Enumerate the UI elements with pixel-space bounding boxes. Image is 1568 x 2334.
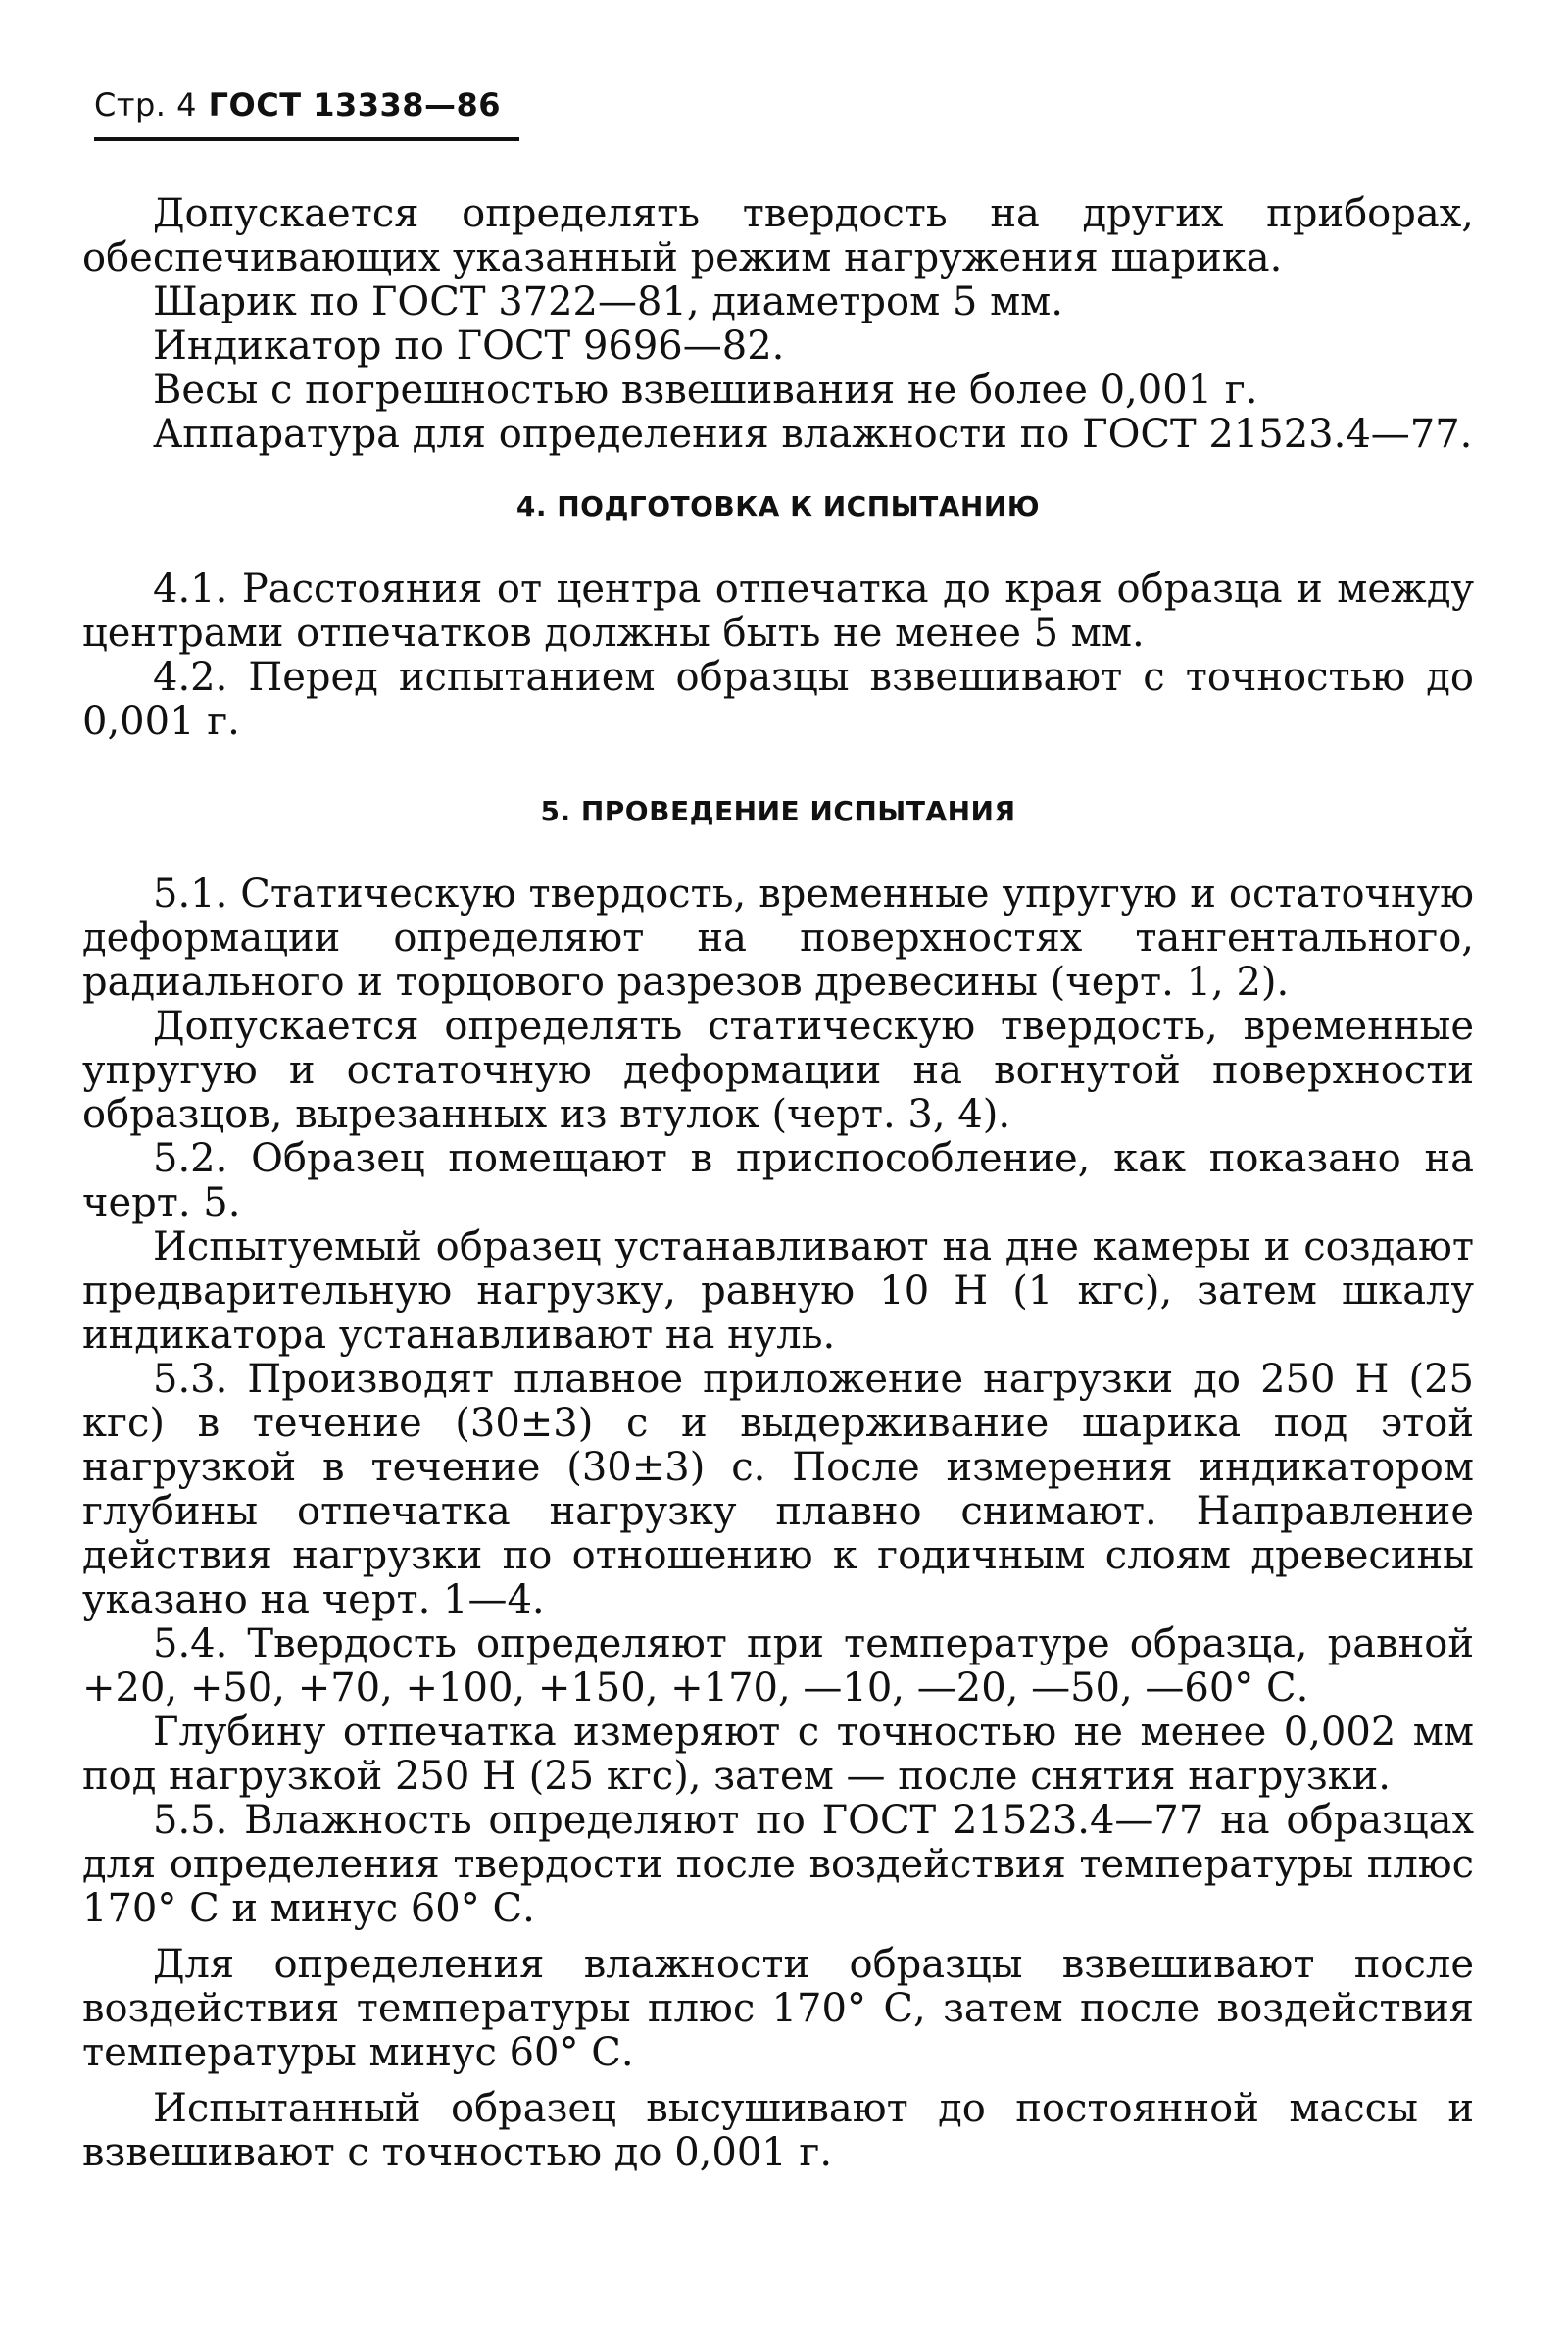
intro-paragraph: Допускается определять твердость на других приборах, обеспечивающих указанный режим нагружения шарика.	[82, 191, 1474, 280]
section-heading-5: 5. ПРОВЕДЕНИЕ ИСПЫТАНИЯ	[540, 795, 1016, 827]
intro-paragraph: Шарик по ГОСТ 3722—81, диаметром 5 мм.	[153, 279, 1064, 324]
clause-paragraph: Испытуемый образец устанавливают на дне камеры и создают предварительную нагрузку, равную 10 Н (1 кгс), затем шкалу индикатора устанавливают на нуль.	[82, 1224, 1474, 1358]
page-header	[94, 86, 501, 124]
clause-4-1: 4.1. Расстояния от центра отпечатка до края образца и между центрами отпечатков должны быть не менее 5 мм.	[82, 567, 1474, 656]
clause-4-2: 4.2. Перед испытанием образцы взвешивают с точностью до 0,001 г.	[82, 655, 1474, 744]
intro-paragraph: Индикатор по ГОСТ 9696—82.	[153, 323, 785, 369]
clause-paragraph: Глубину отпечатка измеряют с точностью не менее 0,002 мм под нагрузкой 250 Н (25 кгс), затем — после снятия нагрузки.	[82, 1710, 1474, 1799]
clause-5-3: 5.3. Производят плавное приложение нагрузки до 250 Н (25 кгс) в течение (30±3) с и выдерживание шарика под этой нагрузкой в течение (30±3) с. После измерения индикатором глубины отпечатка нагрузку плавно снимают. Направление действия нагрузки по отношению к годичным слоям древесины указано на черт. 1—4.	[82, 1357, 1474, 1622]
section-heading-4: 4. ПОДГОТОВКА К ИСПЫТАНИЮ	[515, 490, 1041, 522]
clause-5-1: 5.1. Статическую твердость, временные упругую и остаточную деформации определяют на поверхностях тангентального, радиального и торцового разрезов древесины (черт. 1, 2).	[82, 871, 1474, 1005]
clause-paragraph: Для определения влажности образцы взвешивают после воздействия температуры плюс 170° С, затем после воздействия температуры минус 60° С.	[82, 1942, 1474, 2075]
clause-5-4: 5.4. Твердость определяют при температуре образца, равной +20, +50, +70, +100, +150, +170, —10, —20, —50, —60° С.	[82, 1621, 1474, 1711]
clause-5-2: 5.2. Образец помещают в приспособление, как показано на черт. 5.	[82, 1136, 1474, 1225]
clause-5-5: 5.5. Влажность определяют по ГОСТ 21523.4—77 на образцах для определения твердости после воздействия температуры плюс 170° С и минус 60° С.	[82, 1798, 1474, 1931]
header-rule	[94, 137, 519, 141]
page-label: Стр. 4	[94, 86, 197, 124]
clause-paragraph: Испытанный образец высушивают до постоянной массы и взвешивают с точностью до 0,001 г.	[82, 2086, 1474, 2175]
intro-paragraph: Весы с погрешностью взвешивания не более 0,001 г.	[153, 368, 1258, 413]
document-body	[82, 192, 1474, 2175]
standard-number: ГОСТ 13338—86	[208, 86, 502, 124]
intro-paragraph: Аппаратура для определения влажности по ГОСТ 21523.4—77.	[153, 412, 1473, 457]
clause-paragraph: Допускается определять статическую твердость, временные упругую и остаточную деформации на вогнутой поверхности образцов, вырезанных из втулок (черт. 3, 4).	[82, 1004, 1474, 1137]
